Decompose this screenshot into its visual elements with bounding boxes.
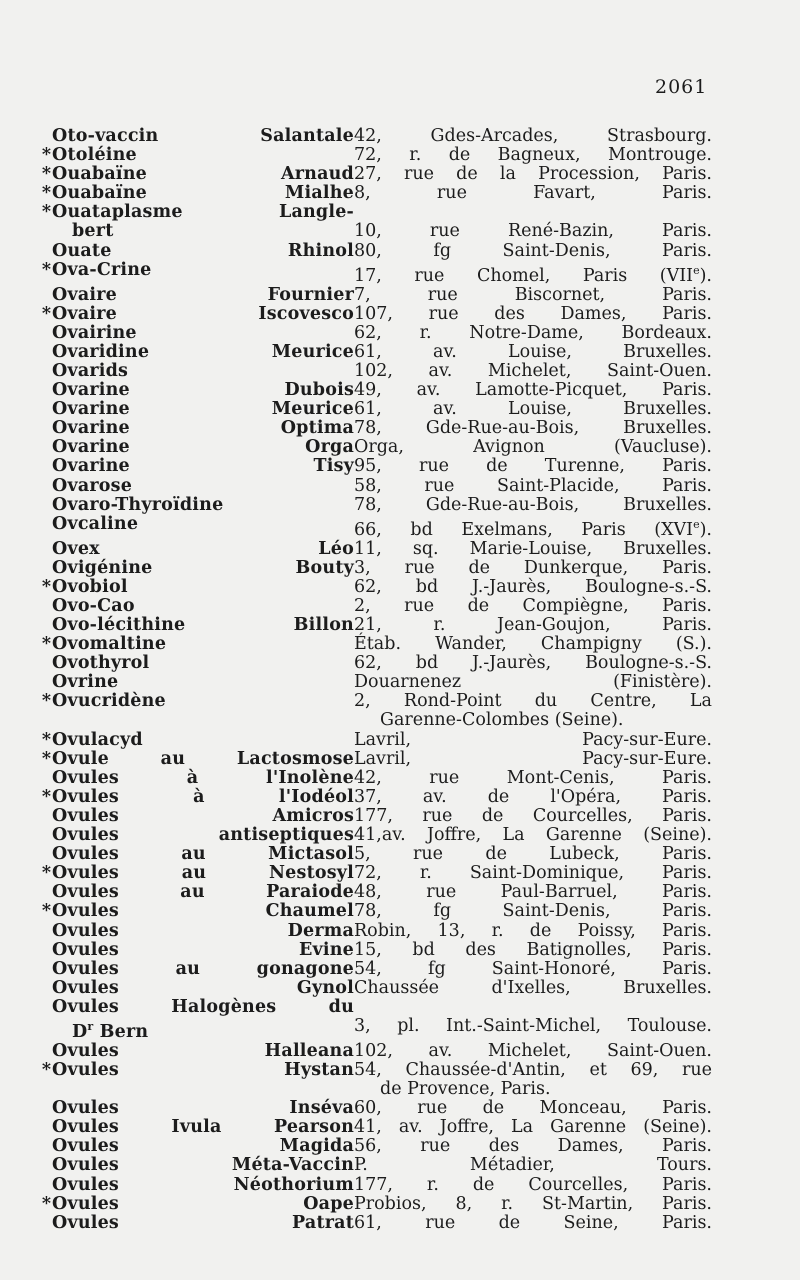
address — [354, 242, 712, 261]
address — [354, 616, 712, 635]
product-name-line: Ouataplasme Langle- — [52, 202, 354, 223]
product-name — [52, 515, 354, 534]
address — [354, 845, 712, 864]
directory-entry — [0, 673, 800, 692]
product-name — [52, 902, 354, 921]
directory-entry — [0, 203, 800, 241]
directory-entry — [0, 457, 800, 476]
address — [354, 419, 712, 438]
address-line: 95, rue de Turenne, Paris. — [354, 456, 712, 477]
address-line: Étab. Wander, Champigny (S.). — [354, 634, 712, 655]
product-name-line: Ovule au Lactosmose — [52, 748, 354, 769]
address-line: Douarnenez (Finistère). — [354, 672, 712, 693]
directory-entry — [0, 362, 800, 381]
address-line: 41, av. Joffre, La Garenne (Seine). — [354, 1117, 712, 1138]
directory-entry — [0, 343, 800, 362]
entry-marker: * — [41, 183, 51, 204]
address-line: Chaussée d'Ixelles, Bruxelles. — [354, 977, 712, 998]
product-name-line: Ovules Gynol — [52, 977, 354, 998]
directory-entry — [0, 242, 800, 261]
directory-entry — [0, 400, 800, 419]
product-name-line: Ovules Hystan — [52, 1059, 354, 1080]
directory-entry — [0, 559, 800, 578]
product-name-line: Ovules à l'Inolène — [52, 767, 354, 788]
entry-marker: * — [41, 202, 51, 223]
address — [354, 635, 712, 654]
directory-entry — [0, 324, 800, 343]
entry-marker: * — [41, 145, 51, 166]
product-name — [52, 540, 354, 559]
product-name — [52, 845, 354, 864]
directory-entry — [0, 635, 800, 654]
address — [354, 692, 712, 730]
product-name — [52, 883, 354, 902]
address — [354, 286, 712, 305]
directory-entry — [0, 769, 800, 788]
address — [354, 457, 712, 476]
directory-entry — [0, 261, 800, 286]
product-name — [52, 597, 354, 616]
product-name — [52, 1042, 354, 1061]
address-line: 8, rue Favart, Paris. — [354, 183, 712, 204]
product-name-line: Ovules antiseptiques — [52, 825, 354, 846]
address — [354, 1099, 712, 1118]
address-line: 177, r. de Courcelles, Paris. — [354, 1174, 712, 1195]
address — [354, 362, 712, 381]
product-name — [52, 1137, 354, 1156]
address — [354, 864, 712, 883]
address — [354, 769, 712, 788]
product-name — [52, 692, 354, 711]
entry-marker: * — [41, 1193, 51, 1214]
address-line: P. Métadier, Tours. — [354, 1155, 712, 1176]
address — [354, 1042, 712, 1061]
entry-marker: * — [41, 576, 51, 597]
product-name-line: Otoléine — [52, 145, 137, 166]
page-number: 2061 — [655, 76, 708, 98]
directory-entry — [0, 438, 800, 457]
entry-marker: * — [41, 786, 51, 807]
product-name — [52, 324, 354, 343]
address-line: 62, r. Notre-Dame, Bordeaux. — [354, 322, 712, 343]
address — [354, 1176, 712, 1195]
product-name — [52, 419, 354, 438]
address — [354, 305, 712, 324]
product-name — [52, 578, 354, 597]
address-line: 41,av. Joffre, La Garenne (Seine). — [354, 825, 712, 846]
product-name-line: Ovomaltine — [52, 634, 167, 655]
directory-entry — [0, 998, 800, 1042]
product-name-line: Oto-vaccin Salantale — [52, 126, 354, 146]
directory-entry — [0, 979, 800, 998]
entry-marker: * — [41, 748, 51, 769]
address — [354, 1137, 712, 1156]
address-line: 42, Gdes-Arcades, Strasbourg. — [354, 126, 712, 146]
product-name-line: Ovules Patrat — [52, 1212, 354, 1233]
directory-entry — [0, 616, 800, 635]
product-name — [52, 979, 354, 998]
address-line: 72, r. de Bagneux, Montrouge. — [354, 145, 712, 166]
address-line: 17, rue Chomel, Paris (VIIe). — [354, 263, 712, 286]
directory-entry — [0, 1042, 800, 1061]
product-name — [52, 477, 354, 496]
address — [354, 807, 712, 826]
directory-entry — [0, 731, 800, 750]
address-line: 102, av. Michelet, Saint-Ouen. — [354, 360, 712, 381]
product-name-line: Ovules Halleana — [52, 1040, 354, 1061]
address-line: 15, bd des Batignolles, Paris. — [354, 939, 712, 960]
product-name — [52, 807, 354, 826]
product-name — [52, 731, 354, 750]
product-name — [52, 654, 354, 673]
address-line: Lavril, Pacy-sur-Eure. — [354, 748, 712, 769]
product-name-line: Ovcaline — [52, 513, 139, 534]
directory-entry — [0, 127, 800, 146]
product-name — [52, 242, 354, 261]
address-line: 27, rue de la Procession, Paris. — [354, 164, 712, 185]
directory-entry — [0, 419, 800, 438]
product-name — [52, 750, 354, 769]
product-name — [52, 673, 354, 692]
entry-marker: * — [41, 729, 51, 750]
product-name — [52, 922, 354, 941]
product-name — [52, 826, 354, 845]
address — [354, 381, 712, 400]
address — [354, 1061, 712, 1099]
address — [354, 496, 712, 515]
product-name — [52, 146, 354, 165]
address-line: 58, rue Saint-Placide, Paris. — [354, 475, 712, 496]
directory-entry — [0, 1137, 800, 1156]
product-name-line: Ovulacyd — [52, 729, 143, 750]
directory-entry — [0, 286, 800, 305]
address — [354, 998, 712, 1036]
address-line: 54, fg Saint-Honoré, Paris. — [354, 958, 712, 979]
address-line: 3, pl. Int.-Saint-Michel, Toulouse. — [354, 1015, 712, 1036]
product-name — [52, 941, 354, 960]
product-name — [52, 127, 354, 146]
address-line: 37, av. de l'Opéra, Paris. — [354, 786, 712, 807]
entry-marker: * — [41, 303, 51, 324]
address — [354, 343, 712, 362]
address — [354, 1214, 712, 1233]
address-line: 10, rue René-Bazin, Paris. — [354, 221, 712, 242]
entry-marker: * — [41, 259, 51, 280]
address-line: 61, rue de Seine, Paris. — [354, 1212, 712, 1233]
directory-entry — [0, 477, 800, 496]
address — [354, 127, 712, 146]
address — [354, 559, 712, 578]
product-name-line: Ovarine Orga — [52, 437, 354, 458]
address — [354, 883, 712, 902]
product-name — [52, 616, 354, 635]
product-name-line: Ovules Oape — [52, 1193, 354, 1214]
address-line: 56, rue des Dames, Paris. — [354, 1136, 712, 1157]
address-line: 177, rue de Courcelles, Paris. — [354, 805, 712, 826]
address — [354, 1118, 712, 1137]
directory-entry — [0, 1099, 800, 1118]
address-line: 49, av. Lamotte-Picquet, Paris. — [354, 380, 712, 401]
address — [354, 826, 712, 845]
product-name-line: Ovothyrol — [52, 653, 150, 674]
address — [354, 1195, 712, 1214]
address-line — [354, 998, 712, 1017]
product-name-line: Ovules au Mictasol — [52, 844, 354, 865]
address-line: 78, Gde-Rue-au-Bois, Bruxelles. — [354, 418, 712, 439]
product-name-line: Ovarine Tisy — [52, 456, 354, 477]
directory-entry — [0, 654, 800, 673]
address-line — [354, 203, 712, 222]
address-line: 7, rue Biscornet, Paris. — [354, 284, 712, 305]
entry-marker: * — [41, 691, 51, 712]
product-name-line: Ova-Crine — [52, 259, 152, 280]
directory-entry — [0, 597, 800, 616]
directory-entry — [0, 750, 800, 769]
address-line: 80, fg Saint-Denis, Paris. — [354, 240, 712, 261]
address — [354, 261, 712, 286]
product-name-line: Ovo-Cao — [52, 595, 135, 616]
entry-marker: * — [41, 164, 51, 185]
entry-marker: * — [41, 863, 51, 884]
product-name-line: Ouabaïne Arnaud — [52, 164, 354, 185]
address-line: 48, rue Paul-Barruel, Paris. — [354, 882, 712, 903]
directory-entry — [0, 381, 800, 400]
address-line: 78, Gde-Rue-au-Bois, Bruxelles. — [354, 494, 712, 515]
address — [354, 578, 712, 597]
address-line: 61, av. Louise, Bruxelles. — [354, 341, 712, 362]
directory-entry — [0, 922, 800, 941]
product-name — [52, 457, 354, 476]
address — [354, 400, 712, 419]
product-name-line: Ovex Léo — [52, 538, 354, 559]
directory-entry — [0, 1118, 800, 1137]
entry-marker: * — [41, 901, 51, 922]
product-name — [52, 438, 354, 457]
address-line: 21, r. Jean-Goujon, Paris. — [354, 615, 712, 635]
address — [354, 960, 712, 979]
address — [354, 673, 712, 692]
product-name-line: Ovules Halogènes du — [52, 996, 354, 1017]
directory-entry — [0, 826, 800, 845]
product-name — [52, 559, 354, 578]
address-line: 5, rue de Lubeck, Paris. — [354, 844, 712, 865]
address — [354, 184, 712, 203]
product-name-line: Ovules Inséva — [52, 1098, 354, 1119]
product-name — [52, 769, 354, 788]
directory-entry — [0, 883, 800, 902]
directory-entry — [0, 960, 800, 979]
address-line: 102, av. Michelet, Saint-Ouen. — [354, 1040, 712, 1061]
product-name-line: Ovules Chaumel — [52, 901, 354, 922]
product-name-line: Ovules Ivula Pearson — [52, 1117, 354, 1138]
directory-entry — [0, 540, 800, 559]
directory-entry — [0, 1176, 800, 1195]
address-line: Robin, 13, r. de Poissy, Paris. — [354, 920, 712, 941]
product-name-line: Ovo-lécithine Billon — [52, 615, 354, 635]
address — [354, 902, 712, 921]
product-name — [52, 788, 354, 807]
address — [354, 540, 712, 559]
product-name — [52, 362, 354, 381]
product-name-line: Ovaro-Thyroïdine — [52, 494, 224, 515]
product-name-line: Ovobiol — [52, 576, 128, 597]
address-line: 61, av. Louise, Bruxelles. — [354, 399, 712, 420]
directory-entry — [0, 788, 800, 807]
address-line: 62, bd J.-Jaurès, Boulogne-s.-S. — [354, 576, 712, 597]
address — [354, 654, 712, 673]
address-line: 11, sq. Marie-Louise, Bruxelles. — [354, 538, 712, 559]
product-name-line: Ovules Néothorium — [52, 1174, 354, 1195]
directory-entry — [0, 807, 800, 826]
directory-entry — [0, 845, 800, 864]
product-name — [52, 635, 354, 654]
entry-marker: * — [41, 634, 51, 655]
product-name — [52, 1176, 354, 1195]
product-name — [52, 381, 354, 400]
product-name — [52, 305, 354, 324]
product-name-line: Ovules au Paraiode — [52, 882, 354, 903]
product-name — [52, 165, 354, 184]
directory-entry — [0, 1156, 800, 1175]
product-name-line: Ovules Méta-Vaccin — [52, 1155, 354, 1176]
address — [354, 1156, 712, 1175]
product-name — [52, 496, 354, 515]
product-name-line: Ovairine — [52, 322, 137, 343]
address — [354, 597, 712, 616]
product-name-line: Ovigénine Bouty — [52, 557, 354, 578]
product-name — [52, 1195, 354, 1214]
product-name — [52, 1099, 354, 1118]
product-name-line: Ovules Evine — [52, 939, 354, 960]
product-name-line: Ovarose — [52, 475, 133, 496]
product-name — [52, 998, 354, 1042]
product-name-line: Ovrine — [52, 672, 119, 693]
product-name — [52, 261, 354, 280]
address-line: 72, r. Saint-Dominique, Paris. — [354, 863, 712, 884]
product-name — [52, 286, 354, 305]
product-name — [52, 1061, 354, 1080]
product-name — [52, 1156, 354, 1175]
address-line: Orga, Avignon (Vaucluse). — [354, 437, 712, 458]
product-name — [52, 400, 354, 419]
directory-entry — [0, 1214, 800, 1233]
address-line: de Provence, Paris. — [380, 1079, 551, 1100]
directory-entry — [0, 1195, 800, 1214]
product-name-line: Ovules à l'Iodéol — [52, 786, 354, 807]
product-name-line: Ovules Magida — [52, 1136, 354, 1157]
address-line: 42, rue Mont-Cenis, Paris. — [354, 767, 712, 788]
address-line: Probios, 8, r. St-Martin, Paris. — [354, 1193, 712, 1214]
address — [354, 922, 712, 941]
address — [354, 165, 712, 184]
address — [354, 788, 712, 807]
address-line: 66, bd Exelmans, Paris (XVIe). — [354, 517, 712, 540]
product-name-line: Ovarids — [52, 360, 129, 381]
product-name — [52, 184, 354, 203]
directory-entry — [0, 941, 800, 960]
address-line: 62, bd J.-Jaurès, Boulogne-s.-S. — [354, 653, 712, 674]
address — [354, 979, 712, 998]
address — [354, 203, 712, 241]
address — [354, 146, 712, 165]
directory-list — [0, 127, 800, 1233]
address-line: 107, rue des Dames, Paris. — [354, 303, 712, 324]
directory-entry — [0, 305, 800, 324]
product-name-line: Ouabaïne Mialhe — [52, 183, 354, 204]
product-name-line: Ovarine Optima — [52, 418, 354, 439]
product-name — [52, 343, 354, 362]
directory-entry — [0, 1061, 800, 1099]
product-name-line: Ovarine Meurice — [52, 399, 354, 420]
address-line: 60, rue de Monceau, Paris. — [354, 1098, 712, 1119]
product-name-line: Ovucridène — [52, 691, 166, 712]
product-name-line: Ovaridine Meurice — [52, 341, 354, 362]
address — [354, 731, 712, 750]
product-name-line: Ovaire Fournier — [52, 284, 354, 305]
address-line: 3, rue de Dunkerque, Paris. — [354, 557, 712, 578]
product-name-line: Ovaire Iscovesco — [52, 303, 354, 324]
address — [354, 477, 712, 496]
address — [354, 941, 712, 960]
directory-entry — [0, 902, 800, 921]
product-name-line: Ouate Rhinol — [52, 240, 354, 261]
product-name-line: bert — [72, 221, 114, 242]
product-name-line: $D^r$ Bern — [72, 1019, 149, 1042]
product-name — [52, 960, 354, 979]
directory-entry — [0, 165, 800, 184]
address-line: 2, Rond-Point du Centre, La — [354, 691, 712, 712]
directory-entry — [0, 146, 800, 165]
address-line: 78, fg Saint-Denis, Paris. — [354, 901, 712, 922]
product-name-line: Ovules au gonagone — [52, 958, 354, 979]
address — [354, 515, 712, 540]
address-line: Lavril, Pacy-sur-Eure. — [354, 729, 712, 750]
product-name — [52, 1214, 354, 1233]
entry-marker: * — [41, 1059, 51, 1080]
address — [354, 750, 712, 769]
product-name — [52, 203, 354, 241]
directory-entry — [0, 515, 800, 540]
directory-entry — [0, 692, 800, 730]
address-line: 2, rue de Compiègne, Paris. — [354, 595, 712, 616]
product-name — [52, 864, 354, 883]
address-line: Garenne-Colombes (Seine). — [380, 710, 624, 731]
product-name-line: Ovarine Dubois — [52, 380, 354, 401]
directory-entry — [0, 578, 800, 597]
address-line: 54, Chaussée-d'Antin, et 69, rue — [354, 1059, 712, 1080]
product-name — [52, 1118, 354, 1137]
address — [354, 438, 712, 457]
address — [354, 324, 712, 343]
directory-entry — [0, 496, 800, 515]
product-name-line: Ovules Amicros — [52, 805, 354, 826]
product-name-line: Ovules au Nestosyl — [52, 863, 354, 884]
directory-entry — [0, 184, 800, 203]
product-name-line: Ovules Derma — [52, 920, 354, 941]
directory-entry — [0, 864, 800, 883]
